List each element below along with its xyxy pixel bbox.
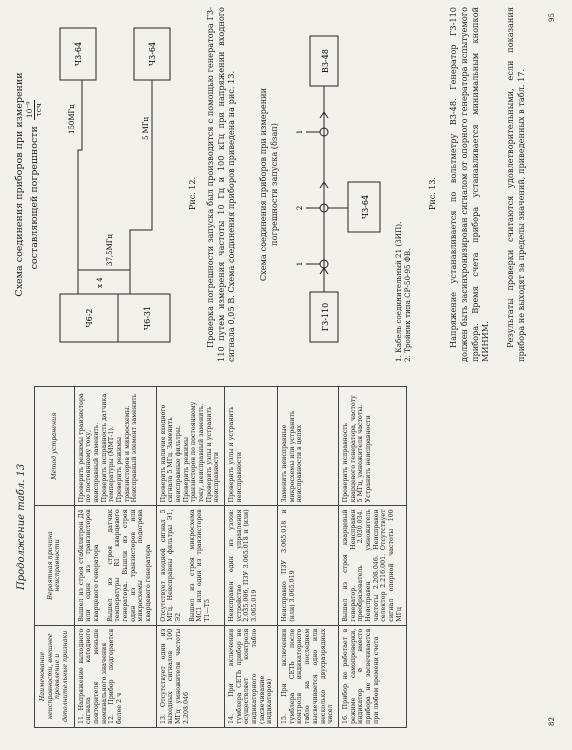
fault-cell: 16. Прибор не работает в режиме самопроверки, индикатор ⊘ вместо прибора не засвечивается при любом времени счета: [338, 625, 406, 727]
cause-text: Вышел из строя кварцевый генератор. Неисправен преобразователь 2.030.034. Неисправен умножитель частоты 2.208.046. Неисправен селектор 2.216.001. Отсутствует сигнал опорной частоты 100 МГц: [341, 509, 403, 622]
note-1: 1. Кабель соединительный 21 (ЗИП).: [394, 221, 403, 362]
cause-text: Вышел из строя стабилитрон Д4 или один из транзисторов кварцевого генератора: [77, 509, 101, 622]
table-row: [338, 387, 406, 728]
paragraph-2: Напряжение устанавливается по вольтметру В3-48. Генератор Г3-110 должен быть засинхронизирован сигналом от опорного генератора испытуемого прибора. Время счета прибора устанавливается минимальным кнопкой МИНИМ.: [448, 7, 491, 362]
table-row: [225, 387, 278, 728]
page-number-right: 95: [548, 13, 556, 22]
cause-cell: [74, 506, 156, 625]
figure12-diagram: [52, 20, 182, 350]
cause-cell: [338, 506, 406, 625]
formula-denominator: τсч: [34, 103, 44, 117]
table-row: [156, 387, 224, 728]
callout-1b: 1: [296, 129, 304, 135]
table-row: [278, 387, 339, 728]
label-ch3-64-bottom: Ч3-64: [148, 41, 157, 67]
header-fix: Метод устранения: [35, 387, 75, 506]
fault-cell: 15. При включении тумблера СЕТЬ после контроля индикаторного табло на последнем высвечивается одно или несколько двухразрядных чисел: [278, 625, 339, 727]
figure12-title-line1: Схема соединения приборов при измерении: [14, 72, 25, 297]
label-x4: x 4: [96, 277, 104, 288]
box-left-tall: [60, 294, 170, 342]
label-5mhz: 5 МГц: [142, 117, 150, 140]
cause-text: Отсутствует входной сигнал 5 МГц. Неисправны фильтры Э1, Э2: [159, 509, 183, 622]
paragraph-3: Результаты проверки считаются удовлетворительными, если показания прибора не выходят за пределы значений, приведенных в табл. 17.: [505, 7, 526, 362]
fix-cell: Проверить режимы транзистора по постоянному току, неисправный заменить. Проверить исправность датчика температуры (ММТ-1). Проверить режимы транзисторов и микросхемы. Неисправный элемент заменить: [74, 387, 156, 506]
paragraph-1: Проверка погрешности запуска был производится с помощью генератора Г3-110 путем измерения частоты 10 Гц и 100 кГц при напряжении входного сигнала 0,05 В. Схема соединения приборов приведена на рис. 13.: [205, 7, 237, 362]
right-page: [0, 0, 572, 370]
figure13-title-line1: Схема соединения приборов при измерении: [258, 87, 268, 282]
table-header-row: [35, 387, 75, 728]
cause-text: Неисправен один из узлов: устройство управления 2.035.006, ПЗУ 3.065.018 и (или) 3.065.019: [228, 509, 259, 622]
figure13-diagram: [290, 18, 390, 348]
table-continuation-title: Продолжение табл. 13: [16, 463, 27, 590]
label-v3-48: В3-48: [321, 49, 330, 73]
label-ch3-64-top: Ч3-64: [74, 41, 83, 67]
cause-text: Вышел из строя микросхема МС1 или один из транзисторов Т1—Т5: [188, 509, 212, 622]
formula-numerator: 10⁻⁹: [25, 101, 35, 119]
label-ch6-31: Ч6-31: [143, 305, 152, 331]
fault-cell: 13. Отсутствует один из выходных сигналов 100 МГц умножителя частоты 2.208.046: [156, 625, 224, 727]
fix-cell: Проверить исправность кварцевого генератора, частоту 5 МГц, умножителя частоты. Устранить неисправности: [338, 387, 406, 506]
figure13-title: [258, 7, 279, 362]
callout-1: 1: [296, 261, 304, 267]
label-ch3-64: Ч3-64: [361, 194, 370, 220]
cause-cell: [156, 506, 224, 625]
fix-cell: Проверить наличие входного сигнала 5 МГц. Заменить неисправные фильтры. Проверить режимы транзисторов по постоянному току, неисправный заменить. Проверить узлы и устранить неисправности: [156, 387, 224, 506]
note-2: 2. Тройник типа СР-50-95 ФВ.: [403, 248, 413, 362]
figure13-caption: Рис. 13.: [428, 176, 437, 210]
cause-cell: [278, 506, 339, 625]
cause-text: Неисправно ПЗУ 3.065.018 и (или) 3.065.019: [281, 509, 296, 622]
line-5: [130, 80, 152, 294]
fault-table: [34, 386, 407, 728]
title-formula: [26, 100, 43, 121]
header-cause: Вероятная причина неисправности: [35, 506, 75, 625]
cause-text: Вышел из строя датчик температуры R1 кварцевого генератора. Вышли из строя один из транзисторов или микросхемы подогрева кварцевого генератора: [106, 509, 153, 622]
figure12-title-line2: [26, 7, 43, 362]
header-fault: Наименование неисправности, внешнее проявление и дополнительные признаки: [35, 625, 75, 727]
figure13-notes: [394, 222, 413, 362]
cause-cell: [225, 506, 278, 625]
table-row: [74, 387, 156, 728]
fix-cell: Заменить неисправные микросхемы или устранить неисправности в цепях: [278, 387, 339, 506]
left-page: [0, 378, 572, 750]
fix-cell: Проверить узлы и устранить неисправности: [225, 387, 278, 506]
page-number-left: 82: [548, 717, 556, 726]
fault-cell: 14. При включении тумблера СЕТЬ прибор не осуществляет контроля индикаторного табло (засвечивание индикаторов): [225, 625, 278, 727]
figure13-title-line2: погрешности запуска (δзап): [268, 123, 279, 246]
line-150: [78, 80, 82, 294]
figure12-caption: Рис. 12.: [188, 176, 197, 210]
figure12-title: [14, 7, 43, 362]
label-37-5: 37,5МГц: [106, 234, 114, 266]
label-g3-110: Г3-110: [321, 302, 330, 332]
label-ch6-2: Ч6-2: [85, 308, 94, 328]
title-prefix: составляющей погрешности: [29, 126, 41, 270]
label-150: 150МГц: [68, 104, 76, 134]
fault-cell: 11. Напряжение выходного сигнала катодного повторителя меньше номинального значения 12. Прибор подгорается более 2 ч: [74, 625, 156, 727]
callout-2: 2: [296, 205, 304, 211]
